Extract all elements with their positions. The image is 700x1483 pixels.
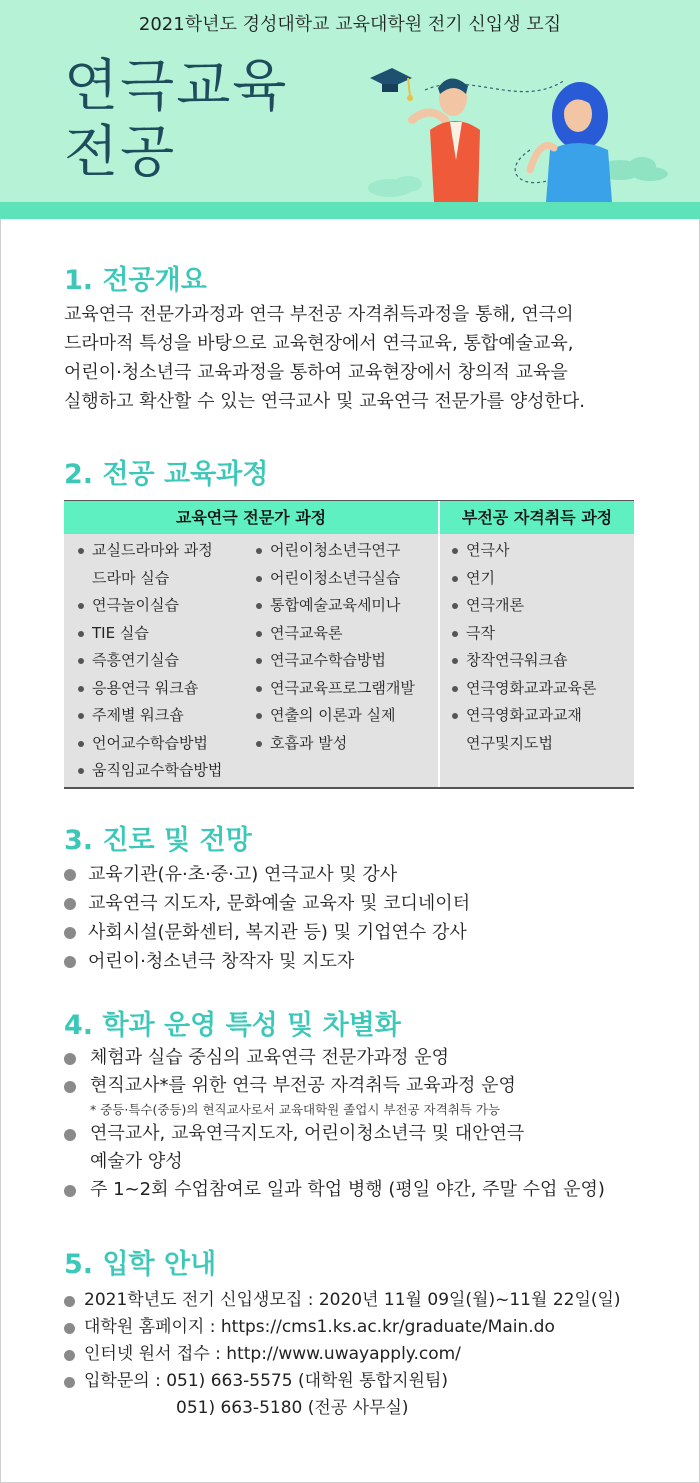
bullet-icon — [78, 713, 84, 719]
bullet-icon — [256, 741, 262, 747]
list-item: 연구및지도법 — [466, 733, 553, 752]
bullet-icon — [452, 686, 458, 692]
admission-list — [64, 1287, 621, 1422]
list-item: 연출의 이론과 실제 — [252, 702, 415, 730]
list-item: 언어교수학습방법 — [74, 730, 222, 758]
hero-stripe — [0, 202, 700, 219]
bullet-icon — [64, 1323, 75, 1334]
bullet-icon — [64, 927, 76, 939]
list-item: 2021학년도 전기 신입생모집 : 2020년 11월 09일(월)~11월 22일(일) — [64, 1287, 621, 1314]
list-item: 드라마 실습 — [92, 568, 170, 587]
bullet-icon — [256, 713, 262, 719]
list-item: 주 1~2회 수업참여로 일과 학업 병행 (평일 야간, 주말 수업 운영) — [64, 1176, 605, 1204]
bullet-icon — [256, 631, 262, 637]
section-overview-heading: 1. 전공개요 — [64, 265, 207, 296]
bullet-icon — [64, 1129, 76, 1141]
list-item — [64, 1341, 621, 1368]
graduates-illustration — [350, 50, 700, 202]
overview-line: 실행하고 확산할 수 있는 연극교사 및 교육연극 전문가를 양성한다. — [64, 391, 585, 412]
bullet-icon — [64, 956, 76, 968]
footnote: * 중등·특수(중등)의 현직교사로서 교육대학원 졸업시 부전공 자격취득 가능 — [90, 1102, 501, 1117]
table-header-minor-course: 부전공 자격취득 과정 — [440, 501, 634, 534]
bullet-icon — [78, 548, 84, 554]
list-item: 어린이·청소년극 창작자 및 지도자 — [64, 947, 470, 976]
list-item: 주제별 워크숍 — [74, 702, 222, 730]
cloud-icon — [368, 176, 422, 197]
expert-course-list-2 — [252, 537, 415, 757]
column-divider — [438, 501, 440, 787]
minor-course-list — [448, 537, 596, 757]
overview-line: 교육연극 전문가과정과 연극 부전공 자격취득과정을 통해, 연극의 — [64, 304, 574, 325]
list-item: 교실드라마와 과정 — [74, 537, 222, 565]
bullet-icon — [64, 898, 76, 910]
list-item: 연극교사, 교육연극지도자, 어린이청소년극 및 대안연극 — [64, 1120, 605, 1148]
list-item-continuation: 051) 663-5180 (전공 사무실) — [176, 1398, 409, 1418]
list-item: 통합예술교육세미나 — [252, 592, 415, 620]
graduation-cap-icon — [370, 68, 413, 101]
career-list — [64, 860, 470, 976]
list-item: 사회시설(문화센터, 복지관 등) 및 기업연수 강사 — [64, 918, 470, 947]
bullet-icon — [452, 713, 458, 719]
list-item: 극작 — [448, 620, 596, 648]
bullet-icon — [78, 686, 84, 692]
list-item: 창작연극워크숍 — [448, 647, 596, 675]
application-link[interactable]: 인터넷 원서 접수 : http://www.uwayapply.com/ — [84, 1344, 461, 1364]
bullet-icon — [256, 686, 262, 692]
female-student-figure — [530, 82, 612, 202]
curriculum-table — [64, 500, 634, 789]
homepage-link[interactable]: 대학원 홈페이지 : https://cms1.ks.ac.kr/graduate/Main.do — [84, 1317, 555, 1337]
list-item: 교육연극 지도자, 문화예술 교육자 및 코디네이터 — [64, 889, 470, 918]
bullet-icon — [64, 1053, 76, 1065]
list-item: 교육기관(유·초·중·고) 연극교사 및 강사 — [64, 860, 470, 889]
list-item: 연극영화교과교육론 — [448, 675, 596, 703]
list-item: 연기 — [448, 565, 596, 593]
list-item: 연극교수학습방법 — [252, 647, 415, 675]
bullet-icon — [256, 603, 262, 609]
list-item: 즉흥연기실습 — [74, 647, 222, 675]
list-item: 연극영화교과교재 — [448, 702, 596, 730]
list-item: TIE 실습 — [74, 620, 222, 648]
table-header-expert-course: 교육연극 전문가 과정 — [64, 501, 438, 534]
list-item: 연극교육론 — [252, 620, 415, 648]
bullet-icon — [64, 1296, 75, 1307]
section-admission-heading: 5. 입학 안내 — [64, 1249, 217, 1280]
major-title-line2: 전공 — [64, 120, 177, 185]
male-student-figure — [412, 78, 480, 202]
bullet-icon — [78, 768, 84, 774]
overview-line: 드라마적 특성을 바탕으로 교육현장에서 연극교육, 통합예술교육, — [64, 333, 574, 354]
list-item: 어린이청소년극연구 — [252, 537, 415, 565]
recruitment-banner: 2021학년도 경성대학교 교육대학원 전기 신입생 모집 — [0, 0, 700, 49]
list-item — [64, 1314, 621, 1341]
bullet-icon — [78, 658, 84, 664]
bullet-icon — [78, 741, 84, 747]
list-item: 연극놀이실습 — [74, 592, 222, 620]
list-item: 체험과 실습 중심의 교육연극 전문가과정 운영 — [64, 1044, 605, 1072]
expert-course-list-1 — [74, 537, 222, 785]
section-career-heading: 3. 진로 및 전망 — [64, 825, 252, 856]
list-item: 호흡과 발성 — [252, 730, 415, 758]
features-list — [64, 1044, 605, 1204]
bullet-icon — [64, 1377, 75, 1388]
bullet-icon — [452, 548, 458, 554]
bullet-icon — [452, 631, 458, 637]
major-title-line1: 연극교육 — [64, 54, 289, 119]
list-item: 연극개론 — [448, 592, 596, 620]
list-item: 입학문의 : 051) 663-5575 (대학원 통합지원팀) — [64, 1368, 621, 1395]
section-features-heading: 4. 학과 운영 특성 및 차별화 — [64, 1010, 401, 1041]
overview-paragraph — [64, 300, 654, 416]
overview-line: 어린이·청소년극 교육과정을 통하여 교육현장에서 창의적 교육을 — [64, 362, 568, 383]
list-item: 현직교사*를 위한 연극 부전공 자격취득 교육과정 운영 — [64, 1072, 605, 1100]
list-item: 어린이청소년극실습 — [252, 565, 415, 593]
list-item-continuation: 예술가 양성 — [90, 1151, 183, 1172]
bullet-icon — [64, 1081, 76, 1093]
list-item: 연극교육프로그램개발 — [252, 675, 415, 703]
bullet-icon — [256, 548, 262, 554]
bullet-icon — [64, 1350, 75, 1361]
bullet-icon — [64, 1185, 76, 1197]
bullet-icon — [64, 869, 76, 881]
major-title — [64, 54, 288, 186]
bullet-icon — [78, 631, 84, 637]
section-curriculum-heading: 2. 전공 교육과정 — [64, 459, 269, 490]
list-item: 움직임교수학습방법 — [74, 757, 222, 785]
bullet-icon — [452, 576, 458, 582]
bullet-icon — [452, 658, 458, 664]
list-item: 응용연극 워크숍 — [74, 675, 222, 703]
bullet-icon — [452, 603, 458, 609]
bullet-icon — [78, 603, 84, 609]
bullet-icon — [256, 576, 262, 582]
bullet-icon — [256, 658, 262, 664]
list-item: 연극사 — [448, 537, 596, 565]
